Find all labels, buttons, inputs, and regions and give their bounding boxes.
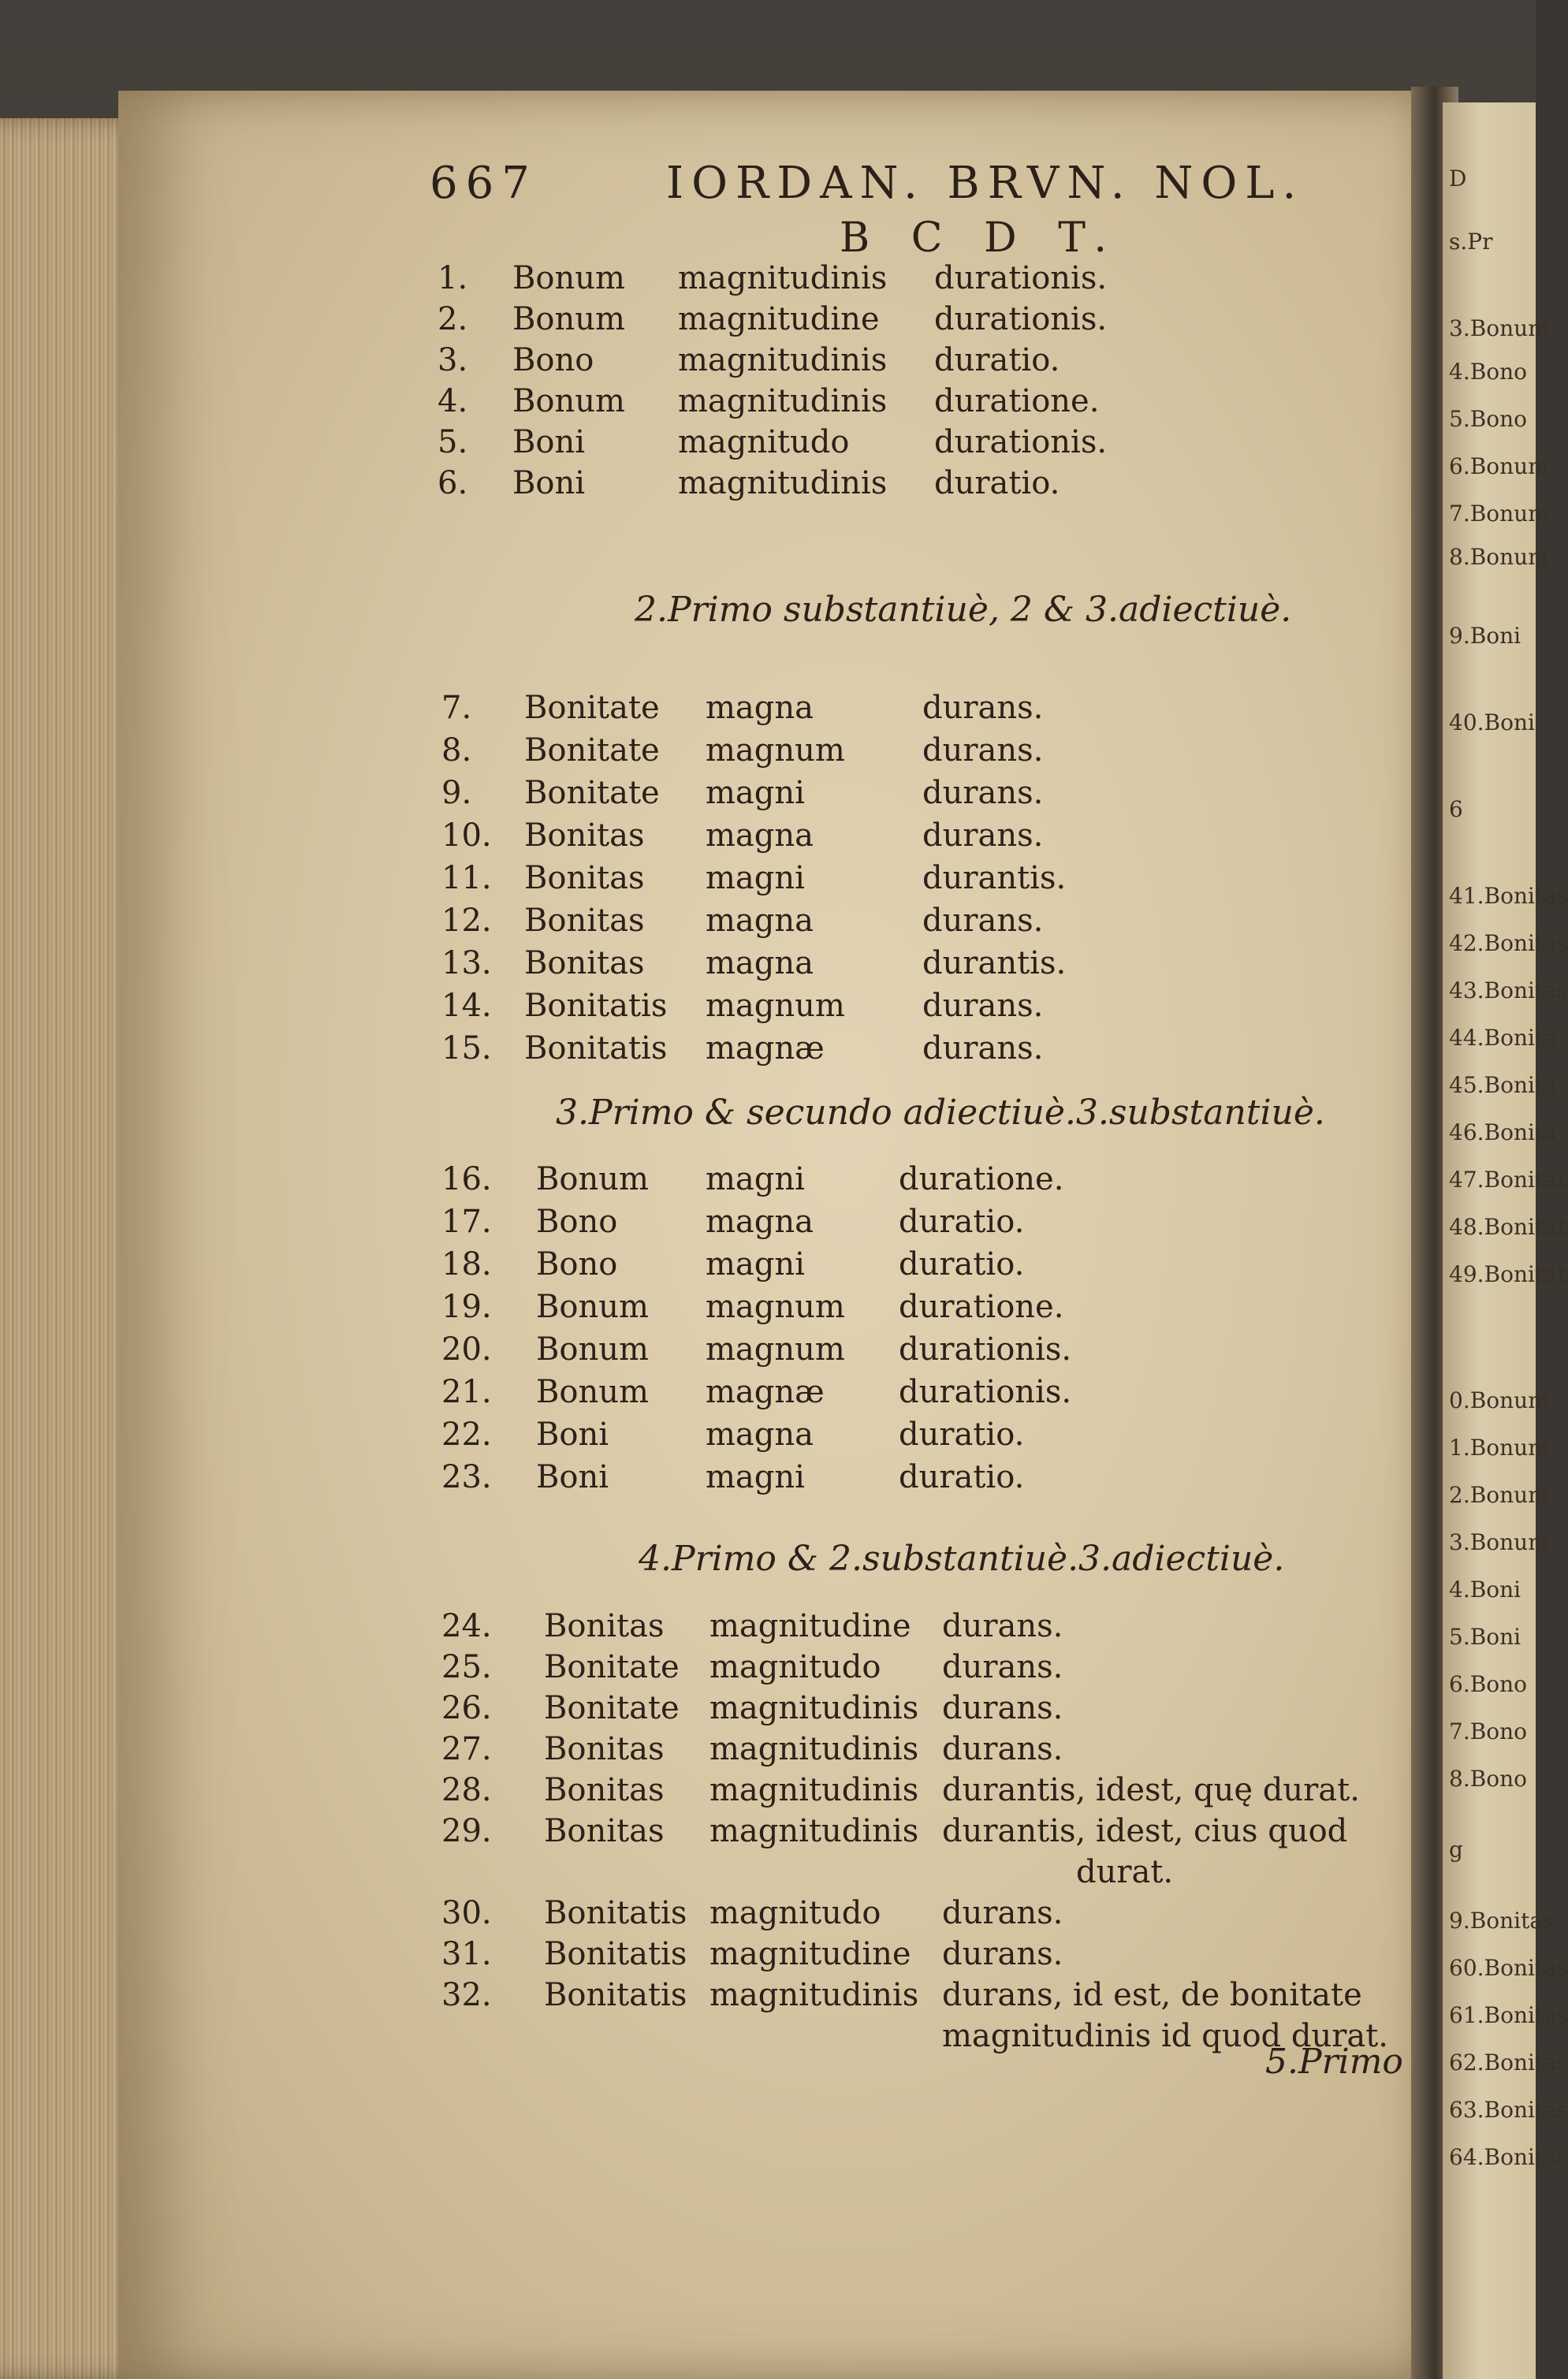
row-number: 15.: [441, 1030, 492, 1067]
row-number: 16.: [441, 1161, 492, 1197]
row-word-b: magna: [706, 945, 814, 981]
facing-page-fragment: 60.Bonitas: [1449, 1955, 1568, 1981]
row-number: 7.: [441, 690, 472, 726]
facing-page-fragment: 61.Bonitas: [1449, 2002, 1568, 2028]
row-word-b: magnitudinis: [710, 1690, 919, 1726]
row-word-c: durans, id est, de bonitate: [942, 1977, 1362, 2013]
row-word-c: duratione.: [899, 1161, 1064, 1197]
row-word-b: magnitudo: [710, 1895, 881, 1931]
row-word-a: Bonum: [536, 1161, 649, 1197]
row-word-c: durantis.: [922, 945, 1067, 981]
row-word-a: Bonitas: [524, 817, 645, 854]
row-word-a: Bonum: [536, 1331, 649, 1368]
row-word-c: durans.: [922, 732, 1044, 769]
row-number: 18.: [441, 1246, 492, 1283]
row-number: 29.: [441, 1813, 492, 1849]
facing-page-fragment: 42.Bonitas: [1449, 930, 1568, 956]
row-word-b: magnitudinis: [678, 342, 888, 378]
row-word-a: Bonitas: [524, 903, 645, 939]
facing-page-fragment: 44.Bonita: [1449, 1025, 1557, 1051]
row-word-b: magnitudinis: [710, 1731, 919, 1767]
row-word-b: magna: [706, 1417, 814, 1453]
row-word-b: magni: [706, 775, 805, 811]
facing-page-fragment: 0.Bonum: [1449, 1387, 1549, 1413]
row-word-c: durationis.: [934, 260, 1108, 296]
row-word-a: Bono: [536, 1246, 618, 1283]
row-word-c: durantis, idest, cius quod: [942, 1813, 1348, 1849]
row-word-b: magnitudinis: [710, 1977, 919, 2013]
row-word-b: magnitudinis: [678, 260, 888, 296]
row-word-b: magni: [706, 860, 805, 896]
facing-page-fragment: s.Pr: [1449, 229, 1493, 255]
facing-page-fragment: g: [1449, 1837, 1463, 1863]
row-word-c: durat.: [1076, 1854, 1174, 1890]
facing-page: [1443, 102, 1568, 2379]
row-word-c: durans.: [922, 690, 1044, 726]
section-3-heading: 3.Primo & secundo adiectiuè.3.substantiuè.: [556, 1093, 1325, 1133]
row-word-a: Bonitate: [544, 1690, 680, 1726]
row-word-a: Boni: [536, 1459, 609, 1495]
row-number: 22.: [441, 1417, 492, 1453]
facing-page-fragment: 4.Boni: [1449, 1577, 1521, 1603]
row-word-c: durans.: [942, 1936, 1063, 1972]
row-word-a: Bonum: [536, 1289, 649, 1325]
row-word-c: durantis, idest, quę durat.: [942, 1772, 1360, 1808]
row-number: 24.: [441, 1608, 492, 1644]
row-word-b: magnum: [706, 732, 845, 769]
row-word-c: duratione.: [934, 383, 1100, 419]
facing-page-fragment: 62.Bonitas: [1449, 2050, 1568, 2076]
facing-page-fragment: 63.Bonitas: [1449, 2097, 1568, 2123]
row-word-c: durans.: [942, 1608, 1063, 1644]
row-word-b: magni: [706, 1246, 805, 1283]
row-number: 4.: [438, 383, 468, 419]
facing-page-fragment: 7.Bono: [1449, 1718, 1528, 1744]
facing-page-fragment: 49.Bonitat: [1449, 1261, 1566, 1287]
row-word-c: duratio.: [899, 1417, 1025, 1453]
facing-page-fragment: 6.Bonum: [1449, 453, 1549, 479]
row-number: 30.: [441, 1895, 492, 1931]
row-word-a: Bono: [512, 342, 594, 378]
page-subtitle: B C D T.: [840, 214, 1121, 262]
running-head: IORDAN. BRVN. NOL.: [666, 158, 1305, 209]
row-word-b: magni: [706, 1459, 805, 1495]
row-word-a: Boni: [512, 465, 586, 501]
row-number: 19.: [441, 1289, 492, 1325]
row-number: 28.: [441, 1772, 492, 1808]
row-word-a: Bonitatis: [544, 1936, 687, 1972]
row-number: 27.: [441, 1731, 492, 1767]
row-word-b: magnitudinis: [678, 383, 888, 419]
row-word-b: magnum: [706, 1289, 845, 1325]
row-word-c: durationis.: [934, 424, 1108, 460]
page-number: 667: [430, 158, 538, 209]
row-word-a: Bonitatis: [544, 1977, 687, 2013]
row-word-c: durans.: [922, 775, 1044, 811]
section-4-heading: 4.Primo & 2.substantiuè.3.adiectiuè.: [639, 1539, 1285, 1579]
row-number: 17.: [441, 1204, 492, 1240]
row-number: 32.: [441, 1977, 492, 2013]
row-word-c: durans.: [922, 1030, 1044, 1067]
row-word-b: magnæ: [706, 1374, 825, 1410]
row-word-b: magnitudine: [678, 301, 880, 337]
facing-page-fragment: 7.Bonum: [1449, 501, 1549, 527]
facing-page-fragment: 6.Bono: [1449, 1671, 1528, 1697]
facing-page-fragment: 9.Bonitas: [1449, 1908, 1555, 1934]
row-number: 8.: [441, 732, 472, 769]
facing-page-fragment: 64.Bonitas: [1449, 2144, 1568, 2170]
facing-page-fragment: 8.Bono: [1449, 1766, 1528, 1792]
facing-page-fragment: D: [1449, 166, 1467, 192]
row-word-c: durans.: [942, 1690, 1063, 1726]
row-number: 21.: [441, 1374, 492, 1410]
row-word-a: Bonitas: [544, 1731, 665, 1767]
facing-page-fragment: 4.Bono: [1449, 359, 1528, 385]
row-word-b: magnitudo: [678, 424, 850, 460]
row-word-a: Bonitatis: [544, 1895, 687, 1931]
facing-page-fragment: 5.Boni: [1449, 1624, 1521, 1650]
row-number: 10.: [441, 817, 492, 854]
row-word-a: Boni: [512, 424, 586, 460]
row-number: 14.: [441, 988, 492, 1024]
row-word-a: Bonum: [512, 383, 625, 419]
facing-page-fragment: 6: [1449, 796, 1463, 822]
row-word-a: Bonitas: [544, 1608, 665, 1644]
facing-page-fragment: 9.Boni: [1449, 623, 1521, 649]
row-word-b: magnæ: [706, 1030, 825, 1067]
facing-page-fragment: 48.Bonitat: [1449, 1214, 1566, 1240]
catchword: 5.Primo: [1265, 2042, 1403, 2082]
row-number: 9.: [441, 775, 472, 811]
facing-page-fragment: 47.Bonitat: [1449, 1167, 1566, 1193]
row-word-a: Bonitate: [544, 1649, 680, 1685]
facing-page-fragment: 2.Bonum: [1449, 1482, 1549, 1508]
row-word-b: magnum: [706, 988, 845, 1024]
row-word-c: duratio.: [899, 1459, 1025, 1495]
row-number: 13.: [441, 945, 492, 981]
row-word-b: magnitudine: [710, 1608, 911, 1644]
row-number: 2.: [438, 301, 468, 337]
row-word-a: Bonum: [536, 1374, 649, 1410]
row-word-b: magnitudinis: [678, 465, 888, 501]
row-word-c: durans.: [922, 988, 1044, 1024]
row-word-c: durationis.: [899, 1374, 1072, 1410]
row-word-a: Bonitatis: [524, 988, 668, 1024]
facing-page-fragment: 1.Bonum: [1449, 1435, 1549, 1461]
section-2-heading: 2.Primo substantiuè, 2 & 3.adiectiuè.: [635, 590, 1292, 630]
row-word-a: Bonitas: [524, 945, 645, 981]
row-word-c: duratione.: [899, 1289, 1064, 1325]
row-word-b: magna: [706, 690, 814, 726]
row-word-c: duratio.: [899, 1204, 1025, 1240]
row-number: 3.: [438, 342, 468, 378]
facing-page-fragment: 5.Bono: [1449, 406, 1528, 432]
row-word-c: durans.: [922, 817, 1044, 854]
row-word-b: magnum: [706, 1331, 845, 1368]
row-word-b: magnitudinis: [710, 1813, 919, 1849]
row-word-c: durans.: [942, 1731, 1063, 1767]
row-number: 5.: [438, 424, 468, 460]
row-word-c: durantis.: [922, 860, 1067, 896]
row-word-a: Bonitate: [524, 690, 660, 726]
row-word-c: duratio.: [934, 465, 1060, 501]
row-word-c: durans.: [922, 903, 1044, 939]
facing-page-fragment: 3.Bonum: [1449, 315, 1549, 341]
row-word-a: Bonitate: [524, 775, 660, 811]
row-word-c: duratio.: [899, 1246, 1025, 1283]
row-number: 12.: [441, 903, 492, 939]
row-word-a: Bonitatis: [524, 1030, 668, 1067]
row-word-c: duratio.: [934, 342, 1060, 378]
facing-page-fragment: 45.Bonita: [1449, 1072, 1557, 1098]
facing-page-fragment: 46.Bonita: [1449, 1119, 1557, 1145]
row-word-b: magni: [706, 1161, 805, 1197]
facing-page-fragment: 8.Bonum: [1449, 544, 1549, 570]
row-number: 1.: [438, 260, 468, 296]
facing-page-fragment: 3.Bonum: [1449, 1529, 1549, 1555]
facing-page-fragment: 41.Bonitas: [1449, 883, 1568, 909]
row-word-a: Bonum: [512, 301, 625, 337]
row-number: 31.: [441, 1936, 492, 1972]
row-word-a: Bonitate: [524, 732, 660, 769]
row-number: 6.: [438, 465, 468, 501]
row-word-b: magna: [706, 903, 814, 939]
row-word-b: magnitudo: [710, 1649, 881, 1685]
row-word-a: Bonitas: [524, 860, 645, 896]
row-number: 11.: [441, 860, 492, 896]
row-word-a: Bonitas: [544, 1813, 665, 1849]
row-word-c: durationis.: [899, 1331, 1072, 1368]
facing-page-fragment: 43.Bonitas: [1449, 977, 1568, 1003]
row-word-a: Bono: [536, 1204, 618, 1240]
row-word-a: Bonitas: [544, 1772, 665, 1808]
row-word-b: magnitudinis: [710, 1772, 919, 1808]
row-word-b: magna: [706, 817, 814, 854]
facing-page-fragment: 40.Boni: [1449, 709, 1535, 735]
row-word-a: Boni: [536, 1417, 609, 1453]
row-word-b: magnitudine: [710, 1936, 911, 1972]
row-word-c: durans.: [942, 1895, 1063, 1931]
row-number: 20.: [441, 1331, 492, 1368]
row-number: 26.: [441, 1690, 492, 1726]
row-word-c: durationis.: [934, 301, 1108, 337]
row-word-a: Bonum: [512, 260, 625, 296]
row-number: 25.: [441, 1649, 492, 1685]
row-word-c: magnitudinis id quod durat.: [942, 2018, 1388, 2054]
row-word-b: magna: [706, 1204, 814, 1240]
row-number: 23.: [441, 1459, 492, 1495]
row-word-c: durans.: [942, 1649, 1063, 1685]
